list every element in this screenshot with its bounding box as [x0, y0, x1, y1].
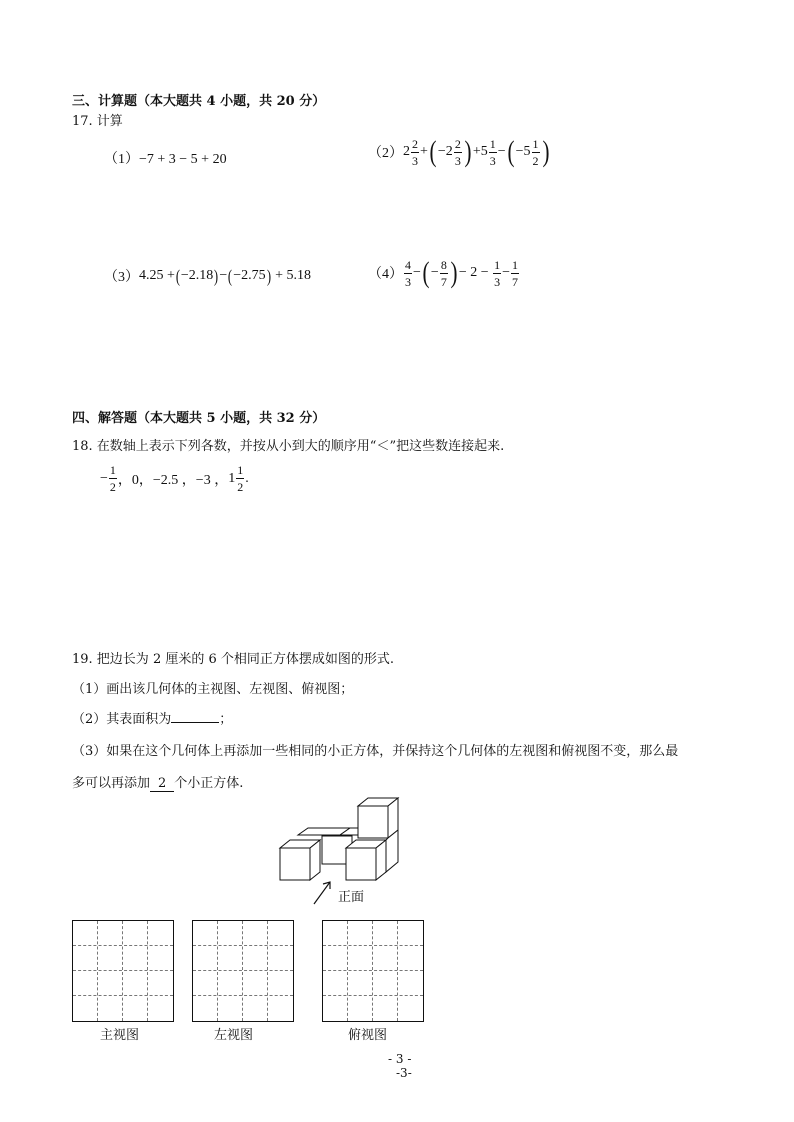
operator: −	[413, 265, 421, 280]
answer-filled: 2	[150, 776, 174, 792]
sign: −	[100, 470, 108, 486]
problem-expression: −7 + 3 − 5 + 20	[139, 152, 227, 167]
fraction: $\frac{1}{2}$	[109, 463, 116, 494]
problem-label: （2）	[368, 146, 403, 161]
fraction: $\frac{1}{7}$	[512, 257, 519, 289]
operator: − 2 −	[458, 265, 489, 280]
cube-right	[346, 848, 376, 880]
question-18-text: 18. 在数轴上表示下列各数，并按从小到大的顺序用“＜”把这些数连接起来.	[72, 439, 505, 454]
grid-top-view[interactable]	[322, 920, 424, 1022]
mixed-whole: 5	[480, 144, 488, 159]
cube-front-face	[358, 806, 388, 838]
parenthesized-term: ( −2.75 )	[228, 266, 271, 286]
problem-label: （4）	[368, 267, 403, 282]
front-arrow-icon	[314, 882, 330, 904]
page-number: - 3 -	[388, 1052, 412, 1066]
part-2-end: ；	[219, 712, 233, 727]
grid-left-view[interactable]	[192, 920, 294, 1022]
mixed-whole: 2	[403, 144, 410, 159]
operator: +	[167, 268, 175, 283]
problem-label: （3）	[104, 270, 139, 285]
term: + 5.18	[275, 268, 312, 283]
parenthesized-term: ( −2 $\frac{2}{3}$ )	[429, 135, 472, 168]
label-left-view: 左视图	[214, 1027, 254, 1042]
question-18-numbers	[100, 464, 249, 493]
question-19-part-3-line-1: （3）如果在这个几何体上再添加一些相同的小正方体，并保持这个几何体的左视图和俯视图不变，那么最	[72, 744, 679, 759]
problem-label: （1）	[104, 152, 139, 167]
part-3-text: 多可以再添加	[72, 776, 151, 791]
label-front-view: 主视图	[100, 1027, 140, 1042]
section-3-heading: 三、计算题（本大题共 4 小题，共 20 分）	[72, 94, 326, 109]
fraction: $\frac{2}{3}$	[412, 136, 418, 168]
problem-17-1	[104, 148, 227, 168]
period: .	[245, 470, 249, 486]
parenthesized-term: ( −2.18 )	[175, 266, 219, 286]
question-19-part-1: （1）画出该几何体的主视图、左视图、俯视图；	[72, 682, 354, 697]
grid-front-view[interactable]	[72, 920, 174, 1022]
question-17-label: 17. 计算	[72, 114, 123, 129]
part-3-end: 个小正方体.	[174, 776, 244, 791]
section-4-heading: 四、解答题（本大题共 5 小题，共 32 分）	[72, 411, 326, 426]
figure-front-label: 正面	[338, 889, 365, 904]
page-number-overlap: -3-	[396, 1066, 412, 1080]
mixed-whole: 1	[228, 470, 236, 486]
operator: −	[219, 268, 228, 283]
answer-blank[interactable]	[171, 708, 219, 723]
problem-17-3	[104, 266, 311, 286]
part-2-text: （2）其表面积为	[72, 712, 172, 727]
operator: −	[502, 265, 511, 280]
operator: +	[472, 144, 481, 159]
number-list: ，0，−2.5 ，−3 ，	[117, 472, 229, 488]
label-top-view: 俯视图	[348, 1027, 388, 1042]
cube-left	[280, 848, 310, 880]
operator: +	[420, 144, 428, 159]
fraction: $\frac{4}{3}$	[405, 257, 411, 289]
operator: −	[497, 144, 506, 159]
term: 4.25	[139, 268, 164, 283]
problem-17-2	[368, 137, 551, 167]
question-19-part-3-line-2	[72, 772, 243, 792]
question-19-text: 19. 把边长为 2 厘米的 6 个相同正方体摆成如图的形式.	[72, 652, 395, 667]
fraction: $\frac{1}{2}$	[237, 463, 244, 494]
problem-17-4	[368, 258, 520, 288]
parenthesized-term: ( − $\frac{8}{7}$ )	[422, 256, 458, 289]
fraction: $\frac{1}{3}$	[489, 136, 496, 168]
question-19-part-2	[72, 708, 232, 727]
fraction: $\frac{1}{3}$	[494, 257, 501, 289]
parenthesized-term: ( −5 $\frac{1}{2}$ )	[507, 135, 550, 168]
